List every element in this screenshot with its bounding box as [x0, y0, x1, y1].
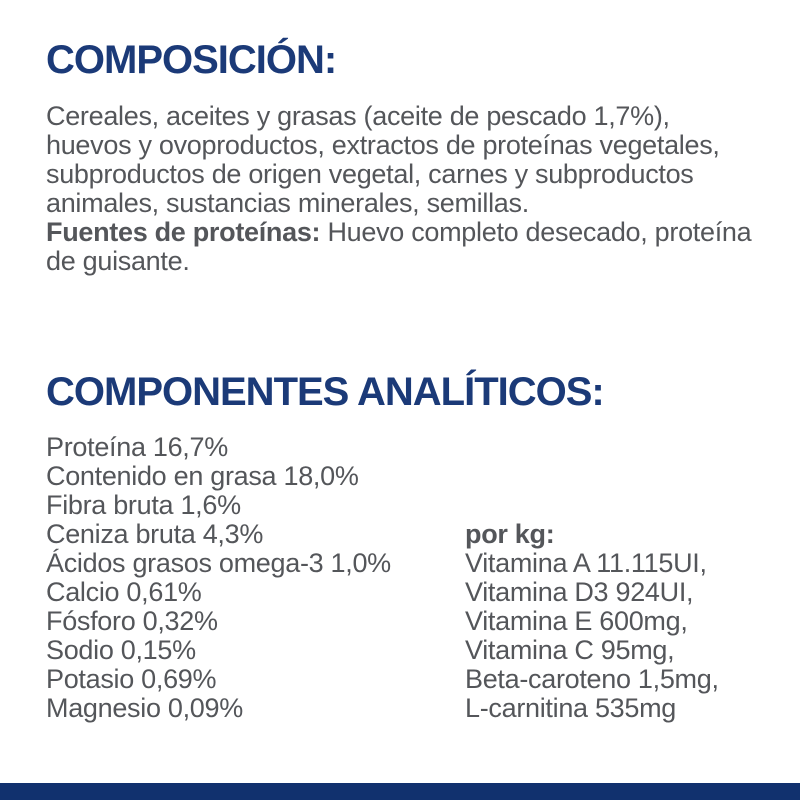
composition-body: Cereales, aceites y grasas (aceite de pescado 1,7%), huevos y ovoproductos, extractos de proteínas vegetales, subproductos de origen vegetal, carnes y subproductos animales, sustancias minerales, semillas.	[46, 101, 720, 218]
per-kg-item: Beta-caroteno 1,5mg,	[465, 664, 719, 694]
nutrient-item: Contenido en grasa 18,0%	[46, 461, 359, 491]
nutrient-item: Fósforo 0,32%	[46, 606, 218, 636]
analytical-section	[46, 372, 758, 723]
nutrient-item: Ceniza bruta 4,3%	[46, 519, 264, 549]
protein-sources-label: Fuentes de proteínas:	[46, 217, 321, 247]
per-kg-label: por kg:	[465, 519, 555, 549]
nutrient-item: Calcio 0,61%	[46, 577, 202, 607]
analytical-title: COMPONENTES ANALÍTICOS:	[46, 370, 604, 414]
nutrient-item: Magnesio 0,09%	[46, 693, 243, 723]
bottom-brand-bar	[0, 783, 800, 800]
nutrient-item: Sodio 0,15%	[46, 635, 196, 665]
composition-section	[46, 40, 758, 276]
per-kg-item: Vitamina D3 924UI,	[465, 577, 694, 607]
composition-title: COMPOSICIÓN:	[46, 38, 337, 82]
nutrient-item: Fibra bruta 1,6%	[46, 490, 241, 520]
nutrient-item: Potasio 0,69%	[46, 664, 217, 694]
nutrient-item: Proteína 16,7%	[46, 432, 228, 462]
per-kg-item: L-carnitina 535mg	[465, 693, 677, 723]
analytical-columns	[46, 433, 758, 723]
per-kg-item: Vitamina A 11.115UI,	[465, 548, 707, 578]
per-kg-item: Vitamina C 95mg,	[465, 635, 675, 665]
per-kg-item: Vitamina E 600mg,	[465, 606, 688, 636]
per-kg-list	[465, 549, 719, 723]
nutrient-list	[46, 433, 465, 723]
nutrient-item: Ácidos grasos omega-3 1,0%	[46, 548, 391, 578]
protein-sources-line	[46, 218, 758, 276]
per-kg-column	[465, 520, 719, 723]
protein-sources-text: Huevo completo desecado, proteína de guisante.	[46, 217, 752, 276]
